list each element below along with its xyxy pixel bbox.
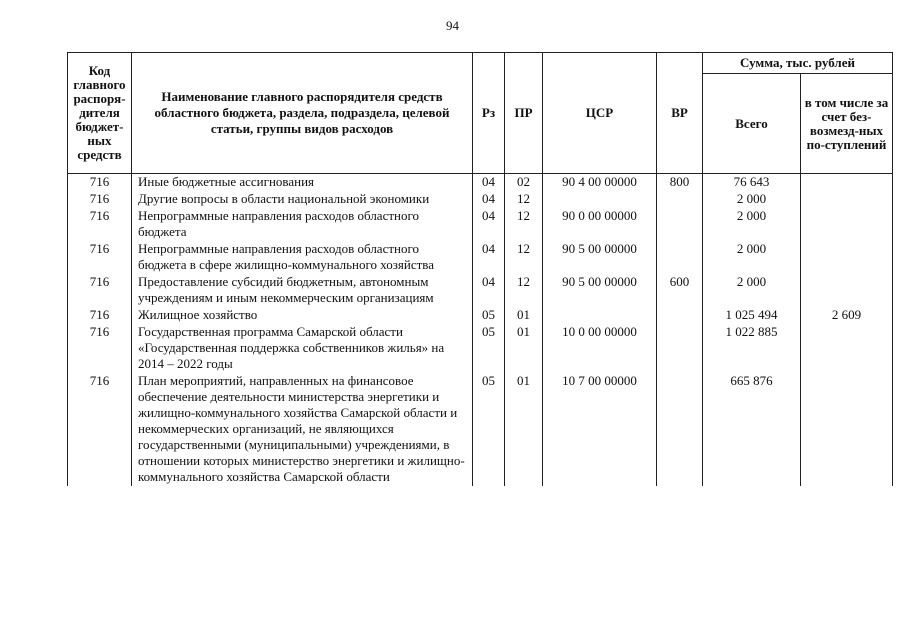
cell-rz: 04: [473, 174, 505, 192]
cell-vr: 800: [657, 174, 703, 192]
cell-vr: [657, 373, 703, 486]
cell-code: 716: [68, 174, 132, 192]
cell-vr: [657, 324, 703, 373]
budget-table: [67, 52, 893, 486]
cell-csr: 90 0 00 00000: [543, 208, 657, 241]
header-name: Наименование главного распорядителя средств областного бюджета, раздела, подраздела, целевой статьи, группы видов расходов: [132, 53, 473, 174]
cell-name: Жилищное хозяйство: [132, 307, 473, 324]
cell-code: 716: [68, 208, 132, 241]
header-vr: ВР: [657, 53, 703, 174]
table-row: [68, 241, 893, 274]
cell-name: Непрограммные направления расходов областного бюджета: [132, 208, 473, 241]
header-gratuitous: в том числе за счет без-возмезд-ных по-ступлений: [801, 74, 893, 174]
cell-pr: 01: [505, 373, 543, 486]
cell-code: 716: [68, 324, 132, 373]
cell-code: 716: [68, 274, 132, 307]
cell-pr: 12: [505, 191, 543, 208]
cell-total: 76 643: [703, 174, 801, 192]
cell-vr: [657, 307, 703, 324]
table-row: [68, 174, 893, 192]
table-row: [68, 191, 893, 208]
header-rz: Рз: [473, 53, 505, 174]
page-number: 94: [446, 18, 459, 33]
cell-name: Предоставление субсидий бюджетным, автономным учреждениям и иным некоммерческим организациям: [132, 274, 473, 307]
cell-csr: 90 5 00 00000: [543, 241, 657, 274]
cell-csr: 90 4 00 00000: [543, 174, 657, 192]
cell-rz: 04: [473, 191, 505, 208]
table-row: [68, 274, 893, 307]
table-row: [68, 208, 893, 241]
cell-csr: [543, 191, 657, 208]
cell-total: 2 000: [703, 241, 801, 274]
header-total: Всего: [703, 74, 801, 174]
cell-total: 2 000: [703, 208, 801, 241]
header-code: Код главного распоря-дителя бюджет-ных средств: [68, 53, 132, 174]
cell-total: 1 025 494: [703, 307, 801, 324]
table-row: [68, 307, 893, 324]
cell-rz: 05: [473, 373, 505, 486]
cell-name: Иные бюджетные ассигнования: [132, 174, 473, 192]
header-csr: ЦСР: [543, 53, 657, 174]
cell-total: 1 022 885: [703, 324, 801, 373]
cell-csr: 90 5 00 00000: [543, 274, 657, 307]
cell-pr: 12: [505, 274, 543, 307]
cell-name: Другие вопросы в области национальной экономики: [132, 191, 473, 208]
cell-code: 716: [68, 307, 132, 324]
cell-rz: 05: [473, 324, 505, 373]
cell-gratuitous: 2 609: [801, 307, 893, 324]
cell-code: 716: [68, 241, 132, 274]
cell-csr: 10 0 00 00000: [543, 324, 657, 373]
cell-pr: 12: [505, 241, 543, 274]
cell-gratuitous: [801, 324, 893, 373]
cell-gratuitous: [801, 174, 893, 192]
cell-pr: 12: [505, 208, 543, 241]
cell-csr: [543, 307, 657, 324]
cell-vr: [657, 241, 703, 274]
cell-csr: 10 7 00 00000: [543, 373, 657, 486]
header-sum-group: Сумма, тыс. рублей: [703, 53, 893, 74]
table-header: [68, 53, 893, 174]
cell-gratuitous: [801, 274, 893, 307]
table-row: [68, 373, 893, 486]
cell-code: 716: [68, 373, 132, 486]
cell-name: Непрограммные направления расходов областного бюджета в сфере жилищно-коммунального хозяйства: [132, 241, 473, 274]
cell-code: 716: [68, 191, 132, 208]
cell-total: 665 876: [703, 373, 801, 486]
header-pr: ПР: [505, 53, 543, 174]
table-row: [68, 324, 893, 373]
cell-vr: [657, 208, 703, 241]
cell-name: План мероприятий, направленных на финансовое обеспечение деятельности министерства энергетики и жилищно-коммунального хозяйства Самарской области и некоммерческих организаций, не являющихся государственными (муниципальными) учреждениями, в отношении которых министерство энергетики и жилищно-коммунального хозяйства Самарской области: [132, 373, 473, 486]
cell-rz: 05: [473, 307, 505, 324]
cell-vr: [657, 191, 703, 208]
cell-gratuitous: [801, 373, 893, 486]
cell-pr: 01: [505, 307, 543, 324]
table-body: [68, 174, 893, 487]
cell-name: Государственная программа Самарской области «Государственная поддержка собственников жилья» на 2014 – 2022 годы: [132, 324, 473, 373]
cell-gratuitous: [801, 208, 893, 241]
cell-rz: 04: [473, 241, 505, 274]
cell-total: 2 000: [703, 274, 801, 307]
cell-rz: 04: [473, 274, 505, 307]
cell-pr: 02: [505, 174, 543, 192]
cell-gratuitous: [801, 241, 893, 274]
cell-pr: 01: [505, 324, 543, 373]
cell-gratuitous: [801, 191, 893, 208]
cell-rz: 04: [473, 208, 505, 241]
cell-total: 2 000: [703, 191, 801, 208]
cell-vr: 600: [657, 274, 703, 307]
